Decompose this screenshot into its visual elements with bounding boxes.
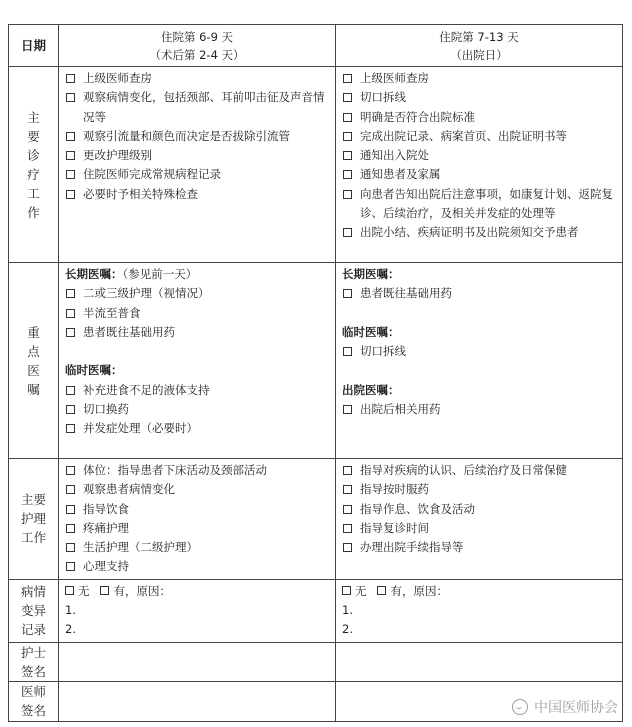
checklist-item <box>65 419 331 438</box>
checkbox[interactable] <box>343 543 352 552</box>
checklist-item <box>342 88 618 107</box>
item-text: 出院小结、疾病证明书及出院须知交予患者 <box>360 225 579 240</box>
checklist-item <box>342 400 618 419</box>
checklist-item <box>65 185 331 204</box>
checklist-item <box>342 146 618 165</box>
col1-header <box>59 25 336 67</box>
item-text: 心理支持 <box>83 559 129 574</box>
label-char: 诊 <box>27 147 40 163</box>
checkbox[interactable] <box>343 151 352 160</box>
item-text: 观察患者病情变化 <box>83 482 175 497</box>
checklist-item <box>342 185 618 224</box>
label-char: 嘱 <box>27 381 40 397</box>
long-term-orders-heading: 长期医嘱： <box>342 267 400 281</box>
checkbox[interactable] <box>66 524 75 533</box>
checklist-item <box>65 304 331 323</box>
checkbox[interactable] <box>343 466 352 475</box>
watermark <box>512 697 618 717</box>
checklist-item <box>65 146 331 165</box>
col2-header <box>336 25 623 67</box>
checklist-item <box>65 538 331 557</box>
item-text: 体位：指导患者下床活动及颈部活动 <box>83 463 267 477</box>
label-line: 签名 <box>20 663 46 679</box>
checklist-item <box>65 519 331 538</box>
checkbox[interactable] <box>343 405 352 414</box>
discharge-orders-heading: 出院医嘱： <box>342 382 400 397</box>
reason-line: 1. <box>65 603 76 618</box>
checkbox-yes[interactable] <box>377 586 386 595</box>
date-label: 日期 <box>9 25 59 67</box>
checkbox[interactable] <box>343 289 352 298</box>
checkbox[interactable] <box>343 113 352 122</box>
item-text: 住院医师完成常规病程记录 <box>83 167 221 182</box>
orders-row <box>9 263 623 459</box>
item-text: 观察引流量和颜色而决定是否拔除引流管 <box>83 128 290 143</box>
checkbox[interactable] <box>343 132 352 141</box>
nursing-row <box>9 459 623 580</box>
item-text: 办理出院手续指导等 <box>360 540 464 555</box>
checkbox-none[interactable] <box>65 586 74 595</box>
checkbox[interactable] <box>343 228 352 237</box>
col2-header-line1: 住院第 7-13 天 <box>439 29 519 44</box>
nurse-sign-col2[interactable] <box>336 642 623 681</box>
checklist-item <box>342 284 618 303</box>
label-line: 医师 <box>20 684 46 700</box>
checkbox[interactable] <box>66 562 75 571</box>
item-text: 切口换药 <box>83 402 129 417</box>
checkbox[interactable] <box>66 485 75 494</box>
item-text: 患者既往基础用药 <box>360 286 452 301</box>
reason-line: 2. <box>342 622 353 637</box>
checkbox[interactable] <box>343 74 352 83</box>
nursing-col1 <box>59 459 336 580</box>
checklist-item <box>342 69 618 88</box>
label-line: 工作 <box>20 530 46 546</box>
checklist-item <box>65 88 331 127</box>
checkbox[interactable] <box>66 190 75 199</box>
item-text: 通知患者及家属 <box>360 167 441 182</box>
label-char: 疗 <box>27 166 40 182</box>
item-text: 指导按时服药 <box>360 482 429 497</box>
checkbox[interactable] <box>66 328 75 337</box>
label-line: 护士 <box>20 644 46 660</box>
checkbox-none[interactable] <box>342 586 351 595</box>
label-char: 要 <box>27 128 40 144</box>
label-line: 记录 <box>20 622 46 638</box>
variance-options <box>342 582 618 601</box>
label-line: 变异 <box>20 603 46 619</box>
item-text: 补充进食不足的液体支持 <box>83 382 210 397</box>
checklist-item <box>65 461 331 480</box>
temporary-orders-heading: 临时医嘱： <box>342 324 400 339</box>
item-text: 必要时予相关特殊检查 <box>83 186 198 201</box>
item-text: 上级医师查房 <box>83 71 152 85</box>
checkbox[interactable] <box>343 485 352 494</box>
spacer <box>342 304 618 323</box>
checklist-item <box>342 127 618 146</box>
item-text: 观察病情变化，包括颈部、耳前叩击征及声音情况等 <box>83 90 325 124</box>
checklist-item <box>65 381 331 400</box>
option-yes-label: 有，原因： <box>390 583 448 598</box>
diagnosis-row <box>9 67 623 263</box>
label-char: 主 <box>27 109 40 125</box>
checkbox[interactable] <box>66 93 75 102</box>
long-term-orders-heading <box>65 265 331 284</box>
checklist-item <box>65 480 331 499</box>
nurse-sign-row <box>9 642 623 681</box>
variance-col1 <box>59 579 336 642</box>
checkbox[interactable] <box>66 151 75 160</box>
item-text: 出院后相关用药 <box>360 402 441 417</box>
temporary-orders-heading: 临时医嘱： <box>65 363 123 378</box>
nurse-sign-label <box>9 642 59 681</box>
item-text: 上级医师查房 <box>360 71 429 85</box>
nursing-col2 <box>336 459 623 580</box>
checkbox[interactable] <box>66 309 75 318</box>
label-char: 点 <box>27 343 40 359</box>
checkbox[interactable] <box>66 424 75 433</box>
item-text: 二或三级护理（视情况） <box>83 286 210 301</box>
item-text: 切口拆线 <box>360 344 406 359</box>
item-text: 指导复诊时间 <box>360 520 429 535</box>
label-char: 医 <box>27 362 40 378</box>
variance-options <box>65 582 331 601</box>
item-text: 疼痛护理 <box>83 520 129 535</box>
checkbox-yes[interactable] <box>100 586 109 595</box>
checklist-item <box>65 69 331 88</box>
item-text: 切口拆线 <box>360 90 406 105</box>
item-text: 患者既往基础用药 <box>83 324 175 339</box>
watermark-text: 中国医师协会 <box>534 700 618 716</box>
reason-line: 2. <box>65 622 76 637</box>
section-note: （参见前一天） <box>122 267 198 281</box>
nurse-sign-col1[interactable] <box>59 642 336 681</box>
clinical-pathway-table <box>8 24 623 722</box>
checklist-item <box>342 480 618 499</box>
variance-row <box>9 579 623 642</box>
label-char: 工 <box>27 185 40 201</box>
item-text: 半流至普食 <box>83 305 141 320</box>
option-yes-label: 有，原因： <box>113 583 171 598</box>
checklist-item <box>65 284 331 303</box>
checklist-item <box>342 519 618 538</box>
item-text: 完成出院记录、病案首页、出院证明书等 <box>360 128 567 143</box>
variance-col2 <box>336 579 623 642</box>
checklist-item <box>342 108 618 127</box>
checkbox[interactable] <box>343 505 352 514</box>
checkbox[interactable] <box>66 74 75 83</box>
checkbox[interactable] <box>343 347 352 356</box>
nursing-label <box>9 459 59 580</box>
checkbox[interactable] <box>66 466 75 475</box>
label-line: 病情 <box>20 584 46 600</box>
label-line: 签名 <box>20 703 46 719</box>
option-none-label: 无 <box>355 583 367 598</box>
checkbox[interactable] <box>343 93 352 102</box>
reason-line: 1. <box>342 603 353 618</box>
checkbox[interactable] <box>66 170 75 179</box>
col1-header-line1: 住院第 6-9 天 <box>160 29 234 44</box>
doctor-sign-col1[interactable] <box>59 681 336 721</box>
col1-header-line2: （术后第 2-4 天） <box>149 47 245 62</box>
item-text: 生活护理（二级护理） <box>83 540 198 555</box>
item-text: 向患者告知出院后注意事项，如康复计划、返院复诊、后续治疗，及相关并发症的处理等 <box>360 186 613 221</box>
diagnosis-col2 <box>336 67 623 263</box>
header-row <box>9 25 623 67</box>
checkbox[interactable] <box>66 505 75 514</box>
spacer <box>342 361 618 380</box>
doctor-sign-label <box>9 681 59 721</box>
item-text: 指导对疾病的认识、后续治疗及日常保健 <box>360 463 567 477</box>
checklist-item <box>65 400 331 419</box>
item-text: 明确是否符合出院标准 <box>360 109 475 124</box>
option-none-label: 无 <box>78 583 90 598</box>
checkbox[interactable] <box>343 190 352 199</box>
item-text: 更改护理级别 <box>83 148 152 163</box>
label-char: 作 <box>27 204 40 220</box>
checkbox[interactable] <box>66 132 75 141</box>
diagnosis-label <box>9 67 59 263</box>
checklist-item <box>342 342 618 361</box>
checklist-item <box>65 165 331 184</box>
checkbox[interactable] <box>66 405 75 414</box>
checkbox[interactable] <box>66 386 75 395</box>
checklist-item <box>65 323 331 342</box>
section-title: 长期医嘱： <box>65 267 123 281</box>
spacer <box>65 342 331 361</box>
orders-col1 <box>59 263 336 459</box>
checkbox[interactable] <box>343 524 352 533</box>
label-char: 重 <box>27 324 40 340</box>
label-line: 主要 <box>20 492 46 508</box>
checklist-item <box>65 557 331 576</box>
checklist-item <box>342 223 618 242</box>
checklist-item <box>65 127 331 146</box>
wechat-icon <box>512 699 528 715</box>
checklist-item <box>342 461 618 480</box>
diagnosis-col1 <box>59 67 336 263</box>
checkbox[interactable] <box>343 170 352 179</box>
checkbox[interactable] <box>66 543 75 552</box>
checkbox[interactable] <box>66 289 75 298</box>
variance-label <box>9 579 59 642</box>
item-text: 指导作息、饮食及活动 <box>360 501 475 516</box>
item-text: 通知出入院处 <box>360 148 429 163</box>
item-text: 并发症处理（必要时） <box>83 421 198 436</box>
orders-col2 <box>336 263 623 459</box>
checklist-item <box>342 538 618 557</box>
col2-header-line2: （出院日） <box>450 47 508 62</box>
checklist-item <box>65 500 331 519</box>
label-line: 护理 <box>20 511 46 527</box>
item-text: 指导饮食 <box>83 501 129 516</box>
orders-label <box>9 263 59 459</box>
checklist-item <box>342 500 618 519</box>
checklist-item <box>342 165 618 184</box>
